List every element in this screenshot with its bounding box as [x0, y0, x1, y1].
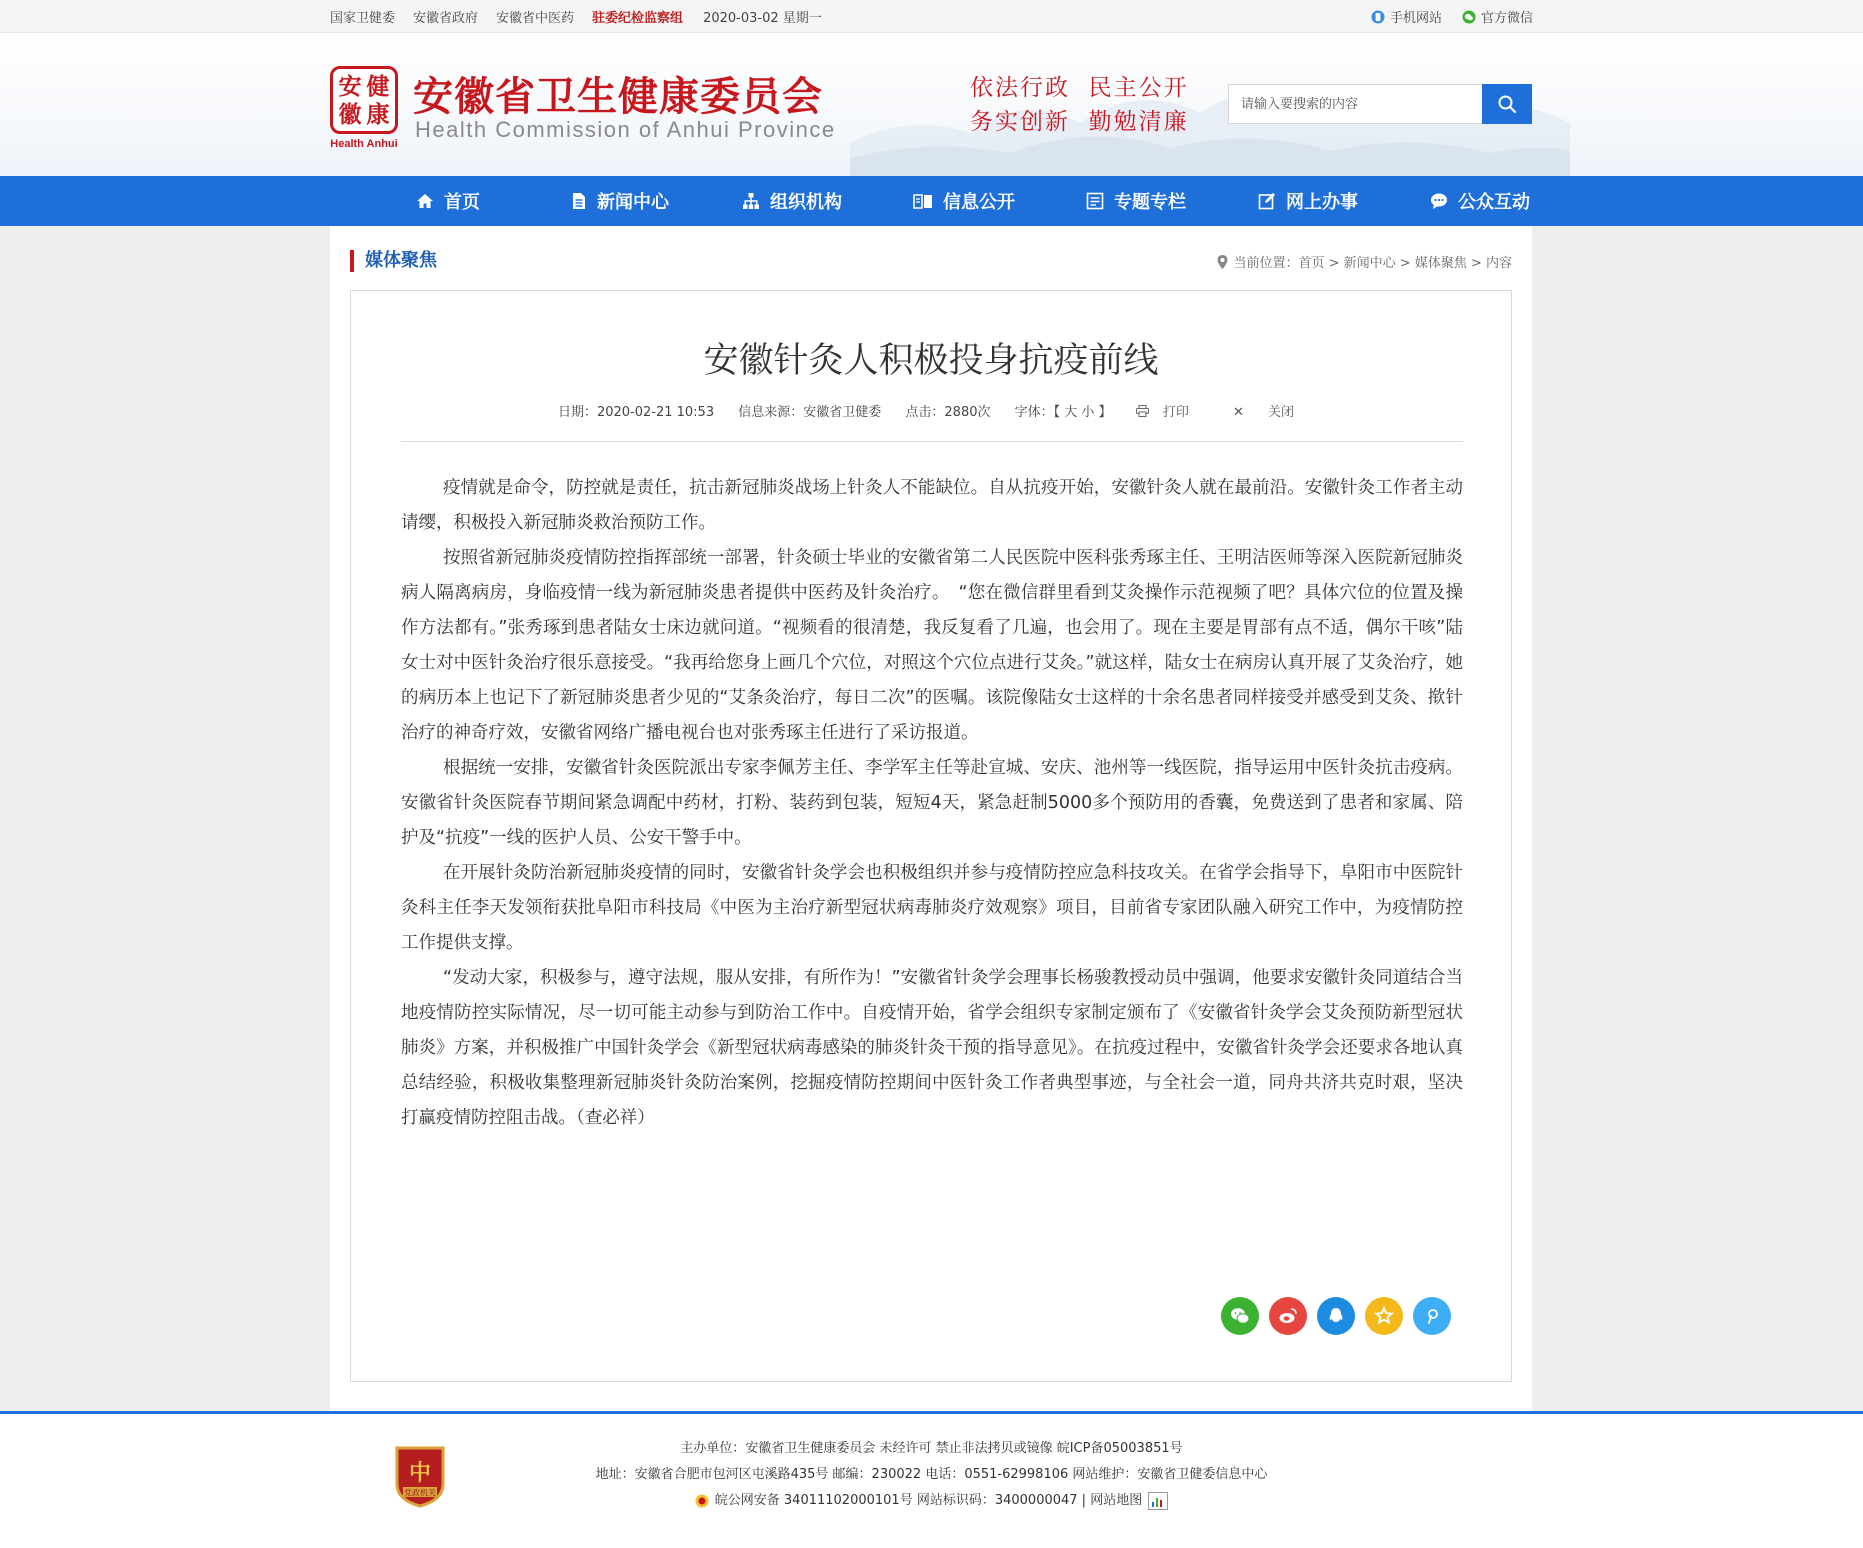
logo-seal	[330, 66, 398, 134]
footer-line-address: 地址：安徽省合肥市包河区屯溪路435号 邮编：230022 电话：0551-62998106 网站维护：安徽省卫健委信息中心	[595, 1467, 1268, 1482]
book-icon	[913, 192, 933, 210]
nav-label: 组织机构	[770, 192, 842, 213]
nav-item-topics[interactable]	[1050, 176, 1222, 226]
section-title[interactable]: 媒体聚焦	[350, 250, 437, 272]
accessibility-icon[interactable]	[1148, 1492, 1168, 1510]
nav-label: 网上办事	[1286, 192, 1358, 213]
article-paragraph: 根据统一安排，安徽省针灸医院派出专家李佩芳主任、李学军主任等赴宣城、安庆、池州等一线医院，指导运用中医针灸抗击疫病。安徽省针灸医院春节期间紧急调配中药材，打粉、装药到包装，短短4天，紧急赶制5000多个预防用的香囊，免费送到了患者和家属、陪护及“抗疫”一线的医护人员、公安干警手中。	[401, 758, 1463, 848]
org-chart-icon	[742, 192, 760, 210]
top-links	[330, 0, 822, 33]
nav-label: 首页	[444, 192, 480, 213]
search-button[interactable]	[1482, 84, 1532, 124]
document-icon	[571, 192, 587, 210]
nav-label: 信息公开	[943, 192, 1015, 213]
site-subtitle: Health Commission of Anhui Province	[415, 117, 836, 142]
main-nav	[0, 176, 1863, 226]
seal-char: 康	[366, 100, 390, 128]
search-input[interactable]	[1229, 85, 1482, 123]
article-date: 日期：2020-02-21 10:53	[557, 405, 715, 420]
font-size-control[interactable]: 字体：【 大 小 】	[1014, 405, 1112, 420]
print-button[interactable]	[1136, 405, 1203, 420]
breadcrumb	[1217, 252, 1512, 271]
top-bar	[0, 0, 1863, 33]
weibo-share-icon[interactable]	[1269, 1297, 1307, 1335]
mobile-site-label: 手机网站	[1389, 11, 1442, 26]
main-content	[330, 226, 1532, 1414]
article-source: 信息来源：安徽省卫健委	[738, 405, 882, 420]
footer-record-text[interactable]: 皖公网安备 34011102000101号 网站标识码：3400000047 | 网站地图	[714, 1493, 1143, 1508]
nav-item-disclosure[interactable]	[878, 176, 1050, 226]
slogan	[970, 71, 1189, 139]
footer-line-record	[695, 1488, 1168, 1514]
site-title: 安徽省卫生健康委员会	[413, 73, 823, 120]
location-pin-icon	[1217, 255, 1228, 269]
footer-line-sponsor: 主办单位：安徽省卫生健康委员会 未经许可 禁止非法拷贝或镜像 皖ICP备05003851号	[680, 1441, 1183, 1456]
nav-label: 专题专栏	[1114, 192, 1186, 213]
nav-label: 新闻中心	[597, 192, 669, 213]
current-date: 2020-03-02 星期一	[703, 11, 822, 26]
top-link-gov[interactable]: 安徽省政府	[413, 11, 479, 26]
list-icon	[1086, 192, 1104, 210]
seal-char: 安	[338, 72, 362, 100]
home-icon	[416, 192, 434, 210]
official-wechat-link[interactable]	[1462, 7, 1533, 26]
article-body	[401, 471, 1463, 1136]
official-wechat-label: 官方微信	[1480, 11, 1533, 26]
search-icon	[1497, 94, 1517, 114]
top-link-tcm[interactable]: 安徽省中医药	[496, 11, 575, 26]
mobile-icon	[1371, 10, 1385, 24]
nav-label: 公众互动	[1458, 192, 1530, 213]
article-paragraph: 疫情就是命令，防控就是责任，抗击新冠肺炎战场上针灸人不能缺位。自从抗疫开始，安徽针灸人就在最前沿。安徽针灸工作者主动请缨，积极投入新冠肺炎救治预防工作。	[401, 478, 1463, 533]
logo-english: Health Anhui	[330, 138, 398, 150]
top-link-inspection[interactable]: 驻委纪检监察组	[592, 11, 684, 26]
wechat-share-icon[interactable]	[1221, 1297, 1259, 1335]
qzone-share-icon[interactable]	[1365, 1297, 1403, 1335]
article-paragraph: 在开展针灸防治新冠肺炎疫情的同时，安徽省针灸学会也积极组织并参与疫情防控应急科技攻关。在省学会指导下，阜阳市中医院针灸科主任李天发领衔获批阜阳市科技局《中医为主治疗新型冠状病毒肺炎疗效观察》项目，目前省专家团队融入研究工作中，为疫情防控工作提供支撑。	[401, 863, 1463, 953]
mobile-site-link[interactable]	[1371, 7, 1442, 26]
article-paragraph: “发动大家，积极参与，遵守法规，服从安排，有所作为！”安徽省针灸学会理事长杨骏教授动员中强调，他要求安徽针灸同道结合当地疫情防控实际情况，尽一切可能主动参与到防治工作中。自疫情开始，省学会组织专家制定颁布了《安徽省针灸学会艾灸预防新型冠状肺炎》方案，并积极推广中国针灸学会《新型冠状病毒感染的肺炎针灸干预的指导意见》。在抗疫过程中，安徽省针灸学会还要求各地认真总结经验，积极收集整理新冠肺炎针灸防治案例，挖掘疫情防控期间中医针灸工作者典型事迹，与全社会一道，同舟共济共克时艰，坚决打赢疫情防控阻击战。（查必祥）	[401, 968, 1463, 1128]
tencent-weibo-share-icon[interactable]	[1413, 1297, 1451, 1335]
qq-share-icon[interactable]	[1317, 1297, 1355, 1335]
nav-item-organization[interactable]	[706, 176, 878, 226]
nav-item-news[interactable]	[534, 176, 706, 226]
print-label: 打印	[1162, 405, 1189, 420]
divider	[401, 441, 1463, 442]
edit-icon	[1258, 192, 1276, 210]
wechat-icon	[1462, 10, 1476, 24]
slogan-line: 务实创新 勤勉清廉	[970, 109, 1189, 135]
top-right-links	[1351, 0, 1533, 33]
seal-char: 健	[366, 72, 390, 100]
share-bar	[1221, 1297, 1461, 1335]
badge-text: 党政机关	[404, 1488, 436, 1498]
close-icon: ✕	[1232, 405, 1244, 420]
footer-info	[0, 1436, 1863, 1518]
seal-char: 徽	[338, 100, 362, 128]
close-button[interactable]	[1223, 405, 1304, 420]
section-header	[330, 226, 1532, 282]
printer-icon	[1136, 405, 1149, 417]
article-meta	[351, 401, 1511, 420]
site-footer	[0, 1414, 1863, 1548]
top-link-nhc[interactable]: 国家卫健委	[330, 11, 396, 26]
site-header	[0, 33, 1863, 176]
police-badge-icon	[695, 1494, 709, 1508]
search-box	[1228, 84, 1532, 124]
slogan-line: 依法行政 民主公开	[970, 75, 1189, 101]
article-title: 安徽针灸人积极投身抗疫前线	[703, 341, 1159, 381]
close-label: 关闭	[1268, 405, 1295, 420]
article-card	[350, 290, 1512, 1382]
breadcrumb-text[interactable]: 当前位置：首页 > 新闻中心 > 媒体聚焦 > 内容	[1233, 256, 1512, 271]
site-logo[interactable]	[330, 66, 398, 166]
article-paragraph: 按照省新冠肺炎疫情防控指挥部统一部署，针灸硕士毕业的安徽省第二人民医院中医科张秀琢主任、王明洁医师等深入医院新冠肺炎病人隔离病房，身临疫情一线为新冠肺炎患者提供中医药及针灸治疗。 “您在微信群里看到艾灸操作示范视频了吧？具体穴位的位置及操作方法都有。”张秀琢到患者陆女士床边就问道。“视频看的很清楚，我反复看了几遍，也会用了。现在主要是胃部有点不适，偶尔干咳”陆女士对中医针灸治疗很乐意接受。“我再给您身上画几个穴位，对照这个穴位点进行艾灸。”就这样，陆女士在病房认真开展了艾灸治疗，她的病历本上也记下了新冠肺炎患者少见的“艾条灸治疗，每日二次”的医嘱。该院像陆女士这样的十余名患者同样接受并感受到艾灸、揿针治疗的神奇疗效，安徽省网络广播电视台也对张秀琢主任进行了采访报道。	[401, 548, 1463, 743]
article-clicks: 点击：2880次	[905, 405, 991, 420]
nav-item-interaction[interactable]	[1394, 176, 1566, 226]
nav-item-home[interactable]	[362, 176, 534, 226]
nav-item-online-services[interactable]	[1222, 176, 1394, 226]
svg-text:中: 中	[408, 1460, 432, 1486]
chat-icon	[1430, 192, 1448, 210]
